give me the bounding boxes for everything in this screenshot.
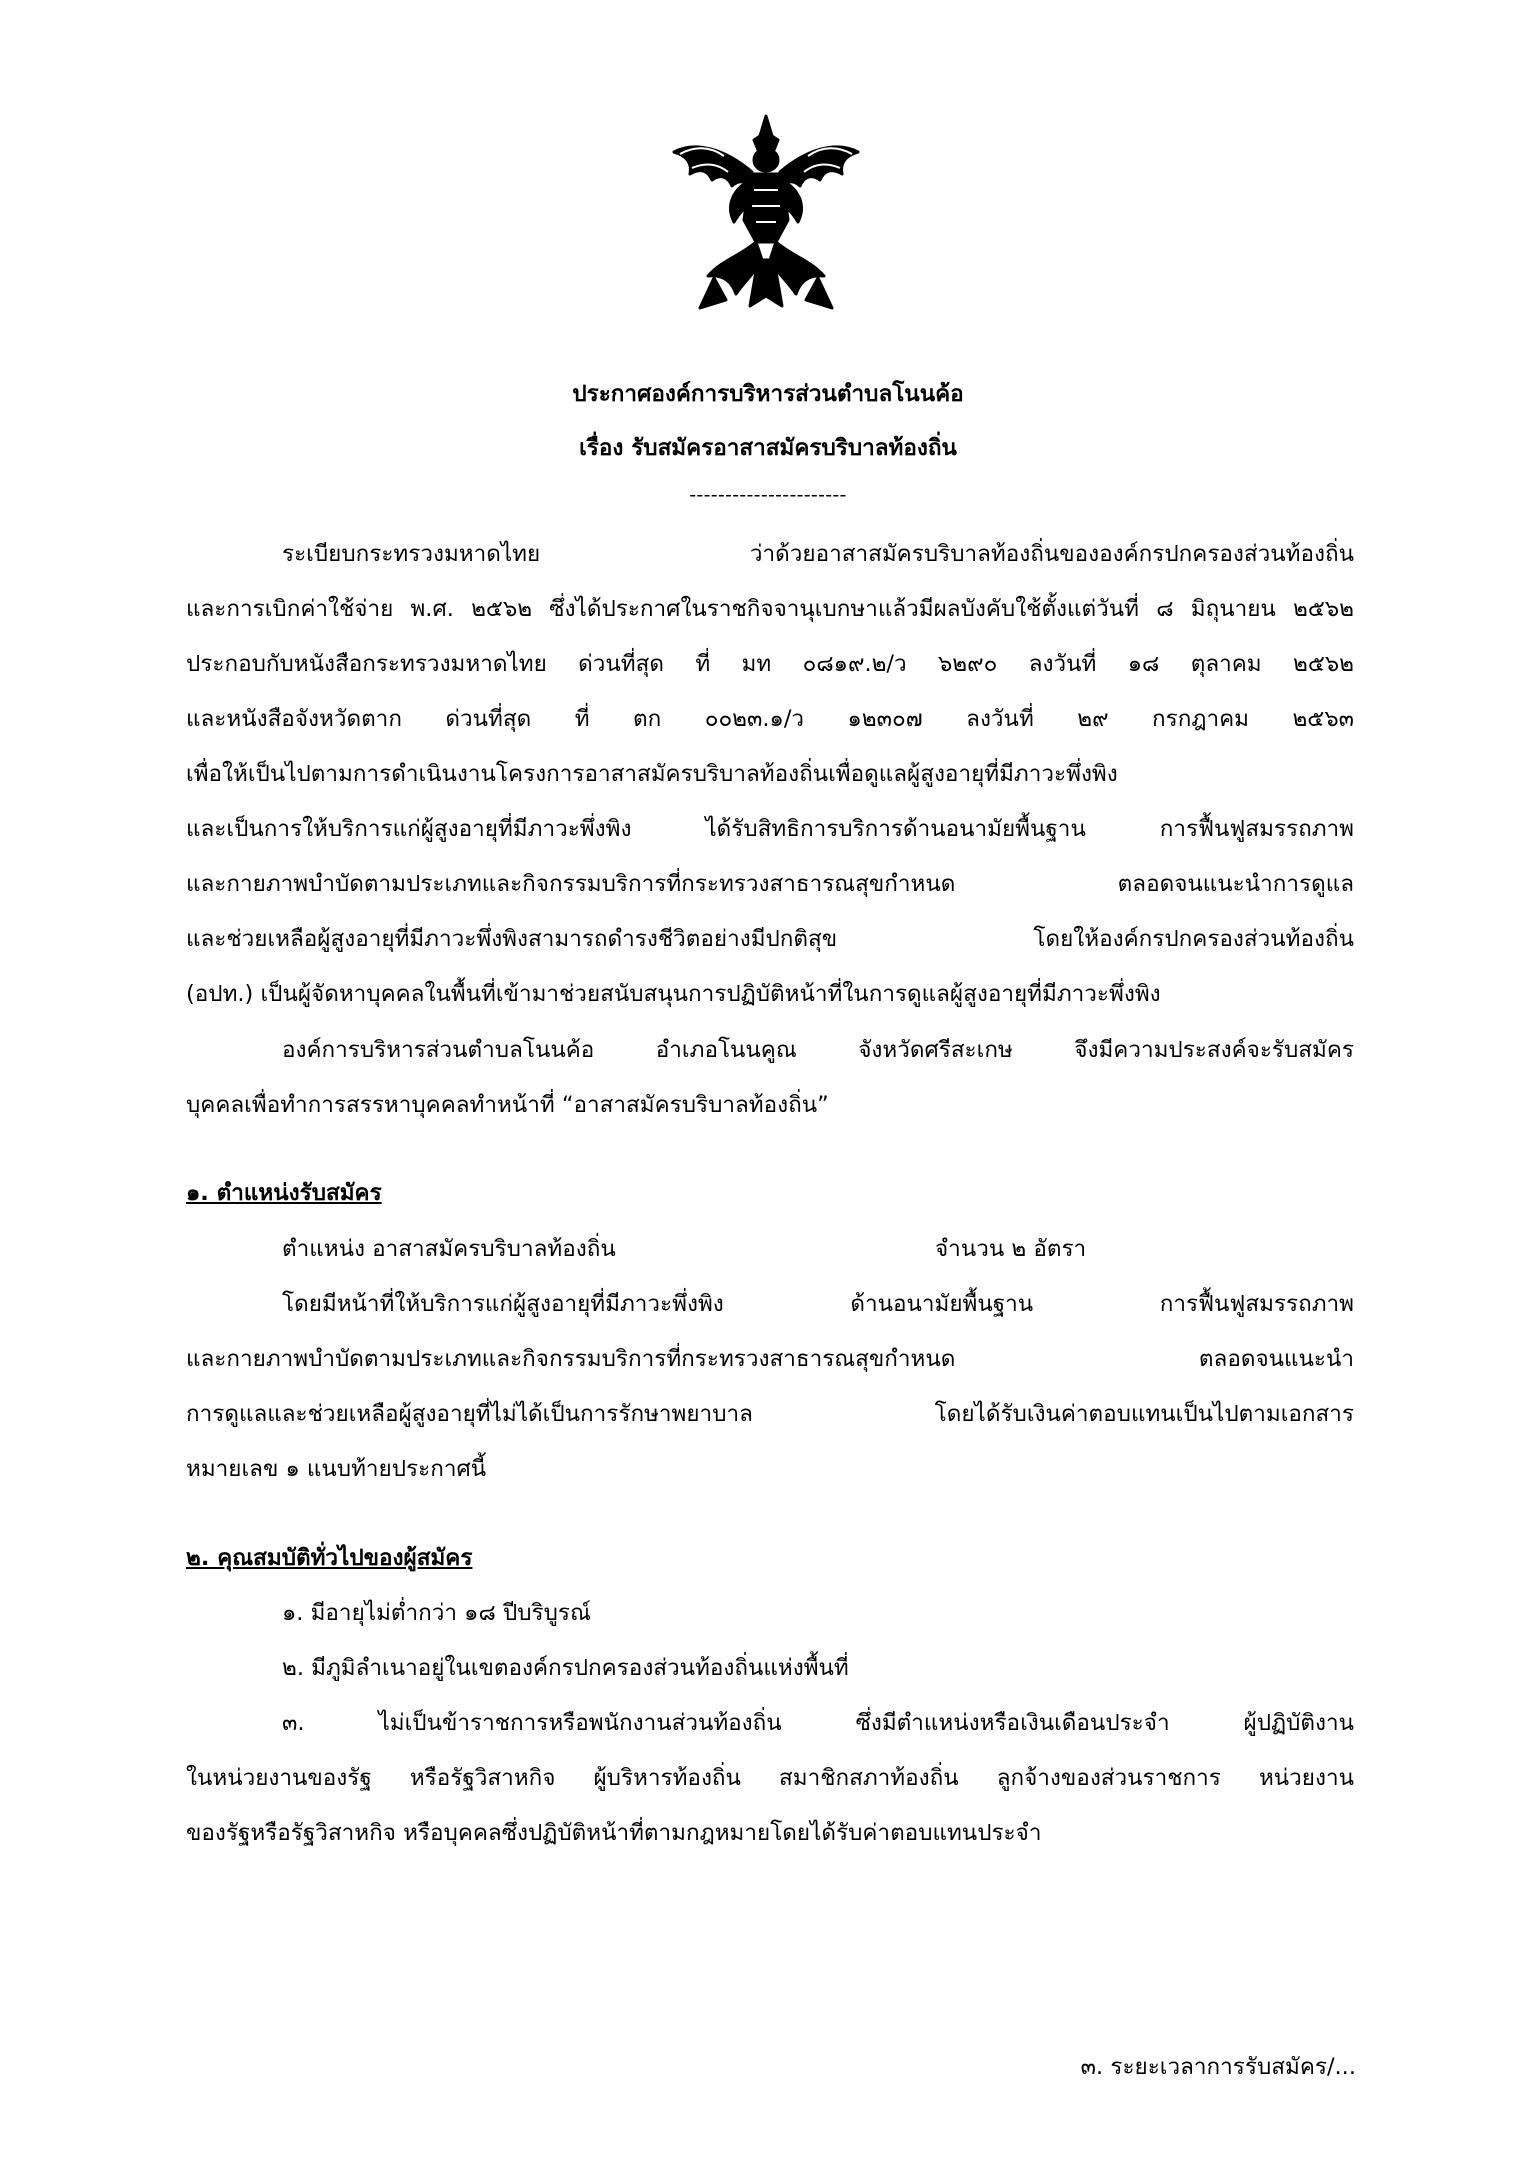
text-line: โดยมีหน้าที่ให้บริการแก่ผู้สูงอายุที่มีภาวะพึ่งพิง ด้านอนามัยพื้นฐาน การฟื้นฟูสมรรถภาพ bbox=[282, 1291, 1354, 1317]
text-line: องค์การบริหารส่วนตำบลโนนค้อ อำเภอโนนคูณ จังหวัดศรีสะเกษ จึงมีความประสงค์จะรับสมัคร bbox=[282, 1037, 1354, 1063]
garuda-emblem-icon bbox=[666, 110, 866, 320]
text-line: เพื่อให้เป็นไปตามการดำเนินงานโครงการอาสาสมัครบริบาลท้องถิ่นเพื่อดูแลผู้สูงอายุที่มีภาวะพึ่งพิง bbox=[186, 761, 1118, 787]
text-line: ระเบียบกระทรวงมหาดไทย ว่าด้วยอาสาสมัครบริบาลท้องถิ่นขององค์กรปกครองส่วนท้องถิ่น bbox=[282, 541, 1354, 567]
position-title: ตำแหน่ง อาสาสมัครบริบาลท้องถิ่น bbox=[282, 1236, 616, 1262]
text-line: ของรัฐหรือรัฐวิสาหกิจ หรือบุคคลซึ่งปฏิบัติหน้าที่ตามกฎหมายโดยได้รับค่าตอบแทนประจำ bbox=[186, 1820, 1042, 1846]
text-line: (อปท.) เป็นผู้จัดหาบุคคลในพื้นที่เข้ามาช่วยสนับสนุนการปฏิบัติหน้าที่ในการดูแลผู้สูงอายุที่มีภาวะพึ่งพิง bbox=[186, 981, 1161, 1007]
text-line: หมายเลข ๑ แนบท้ายประกาศนี้ bbox=[186, 1456, 487, 1482]
announcement-title: ประกาศองค์การบริหารส่วนตำบลโนนค้อ bbox=[572, 381, 964, 407]
text-line: ในหน่วยงานของรัฐ หรือรัฐวิสาหกิจ ผู้บริหารท้องถิ่น สมาชิกสภาท้องถิ่น ลูกจ้างของส่วนราชการ หน่วยงาน bbox=[186, 1765, 1354, 1791]
qualification-item: ๑. มีอายุไม่ต่ำกว่า ๑๘ ปีบริบูรณ์ bbox=[282, 1600, 591, 1626]
text-line: และกายภาพบำบัดตามประเภทและกิจกรรมบริการที่กระทรวงสาธารณสุขกำหนด ตลอดจนแนะนำ bbox=[186, 1346, 1354, 1372]
purpose-paragraph bbox=[186, 1023, 1354, 1133]
text-line: การดูแลและช่วยเหลือผู้สูงอายุที่ไม่ได้เป็นการรักษาพยาบาล โดยได้รับเงินค่าตอบแทนเป็นไปตามเอกสาร bbox=[186, 1401, 1354, 1427]
qualification-item: ๒. มีภูมิลำเนาอยู่ในเขตองค์กรปกครองส่วนท้องถิ่นแห่งพื้นที่ bbox=[282, 1655, 849, 1681]
duties-paragraph bbox=[186, 1277, 1354, 1497]
text-line: และช่วยเหลือผู้สูงอายุที่มีภาวะพึ่งพิงสามารถดำรงชีวิตอย่างมีปกติสุข โดยให้องค์กรปกครองส่วนท้องถิ่น bbox=[186, 926, 1354, 952]
section-heading-qualifications: ๒. คุณสมบัติทั่วไปของผู้สมัคร bbox=[186, 1545, 473, 1571]
qualification-item-3 bbox=[186, 1696, 1354, 1861]
intro-paragraph bbox=[186, 527, 1354, 1022]
text-line: และกายภาพบำบัดตามประเภทและกิจกรรมบริการที่กระทรวงสาธารณสุขกำหนด ตลอดจนแนะนำการดูแล bbox=[186, 871, 1354, 897]
text-line: ๓. ไม่เป็นข้าราชการหรือพนักงานส่วนท้องถิ่น ซึ่งมีตำแหน่งหรือเงินเดือนประจำ ผู้ปฏิบัติงาน bbox=[282, 1710, 1354, 1736]
text-line: บุคคลเพื่อทำการสรรหาบุคคลทำหน้าที่ “อาสาสมัครบริบาลท้องถิ่น” bbox=[186, 1092, 829, 1118]
section-heading-position: ๑. ตำแหน่งรับสมัคร bbox=[186, 1180, 382, 1206]
text-line: ประกอบกับหนังสือกระทรวงมหาดไทย ด่วนที่สุด ที่ มท ๐๘๑๙.๒/ว ๖๒๙๐ ลงวันที่ ๑๘ ตุลาคม ๒๕๖๒ bbox=[186, 651, 1354, 677]
announcement-subject: เรื่อง รับสมัครอาสาสมัครบริบาลท้องถิ่น bbox=[579, 435, 957, 461]
text-line: และหนังสือจังหวัดตาก ด่วนที่สุด ที่ ตก ๐๐๒๓.๑/ว ๑๒๓๐๗ ลงวันที่ ๒๙ กรกฎาคม ๒๕๖๓ bbox=[186, 706, 1354, 732]
title-separator: ---------------------- bbox=[689, 484, 847, 506]
text-line: และเป็นการให้บริการแก่ผู้สูงอายุที่มีภาวะพึ่งพิง ได้รับสิทธิการบริการด้านอนามัยพื้นฐาน การฟื้นฟูสมรรถภาพ bbox=[186, 816, 1354, 842]
page-continuation: ๓. ระยะเวลาการรับสมัคร/... bbox=[1080, 2054, 1356, 2080]
text-line: และการเบิกค่าใช้จ่าย พ.ศ. ๒๕๖๒ ซึ่งได้ประกาศในราชกิจจานุเบกษาแล้วมีผลบังคับใช้ตั้งแต่วันที่ ๘ มิถุนายน ๒๕๖๒ bbox=[186, 596, 1354, 622]
position-count: จำนวน ๒ อัตรา bbox=[935, 1236, 1087, 1262]
